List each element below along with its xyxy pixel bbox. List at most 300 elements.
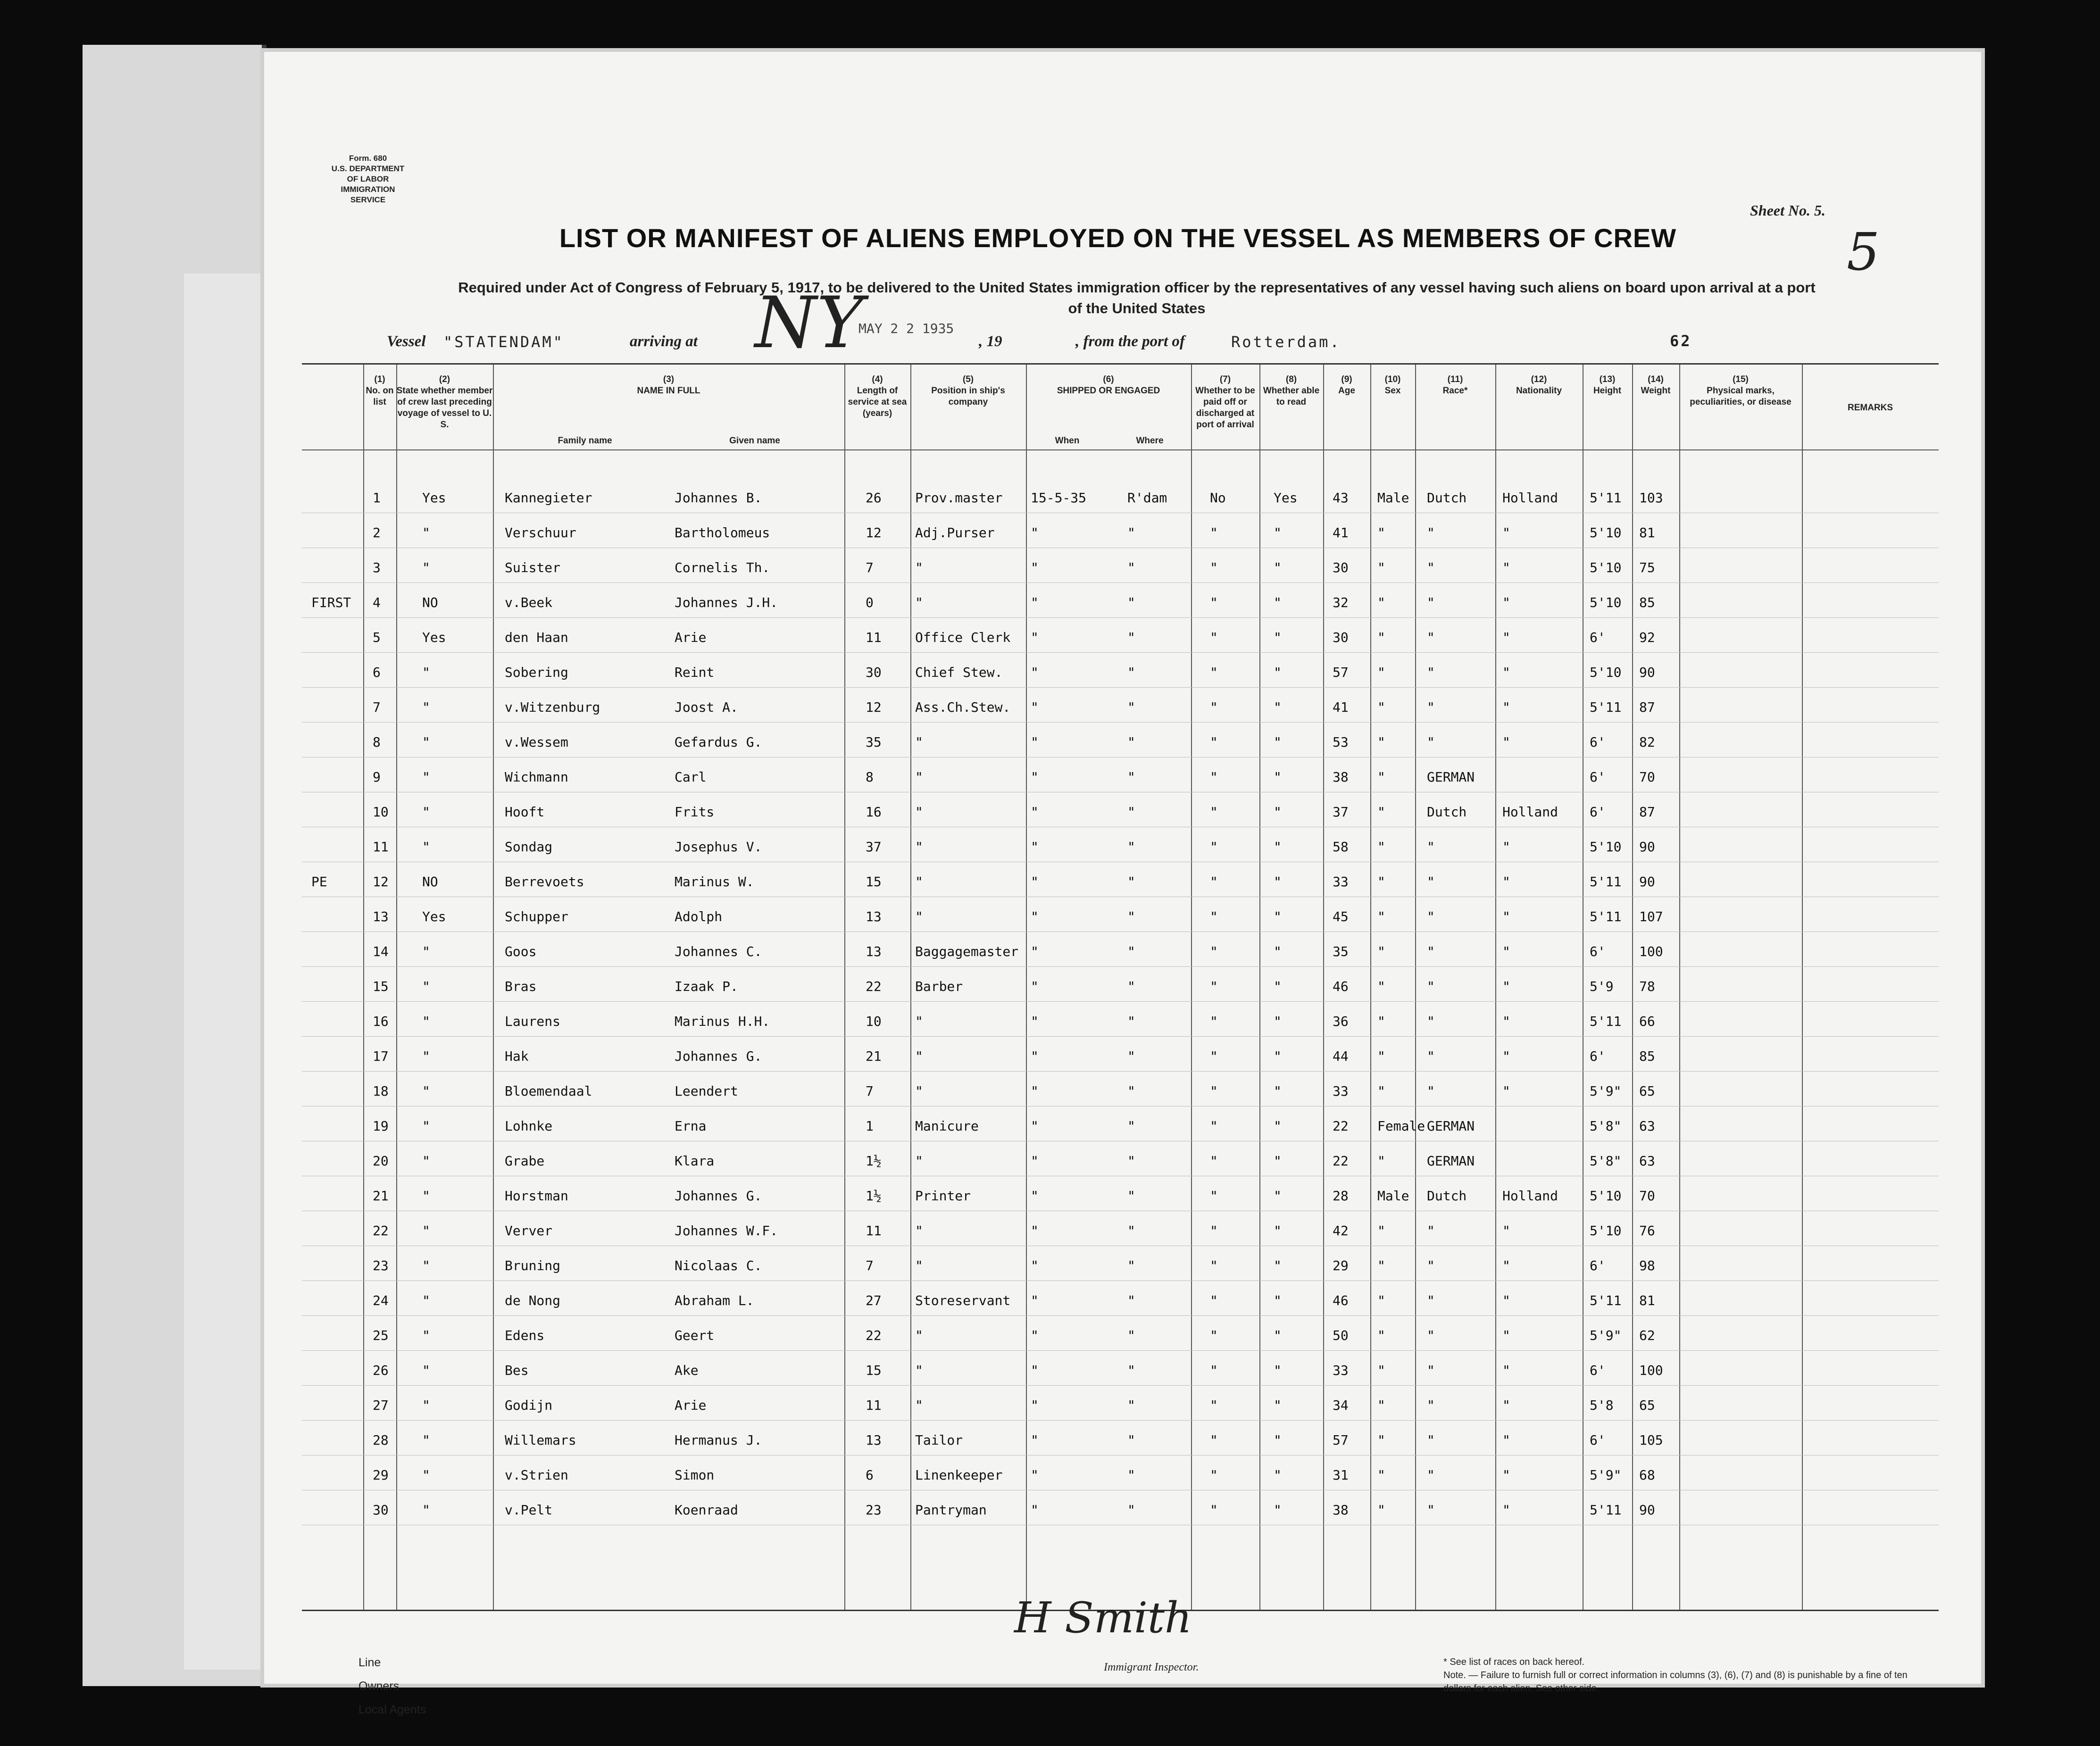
cell-where: " bbox=[1127, 1223, 1135, 1239]
cell-race: Dutch bbox=[1427, 804, 1467, 820]
cell-prev: " bbox=[422, 1397, 430, 1413]
cell-nationality: " bbox=[1502, 839, 1510, 855]
cell-height: 6' bbox=[1590, 734, 1606, 750]
cell-sex: " bbox=[1377, 874, 1385, 890]
cell-race: " bbox=[1427, 1502, 1435, 1518]
cell-read: " bbox=[1274, 1293, 1282, 1308]
cell-given: Johannes W.F. bbox=[675, 1223, 778, 1239]
cell-height: 5'10 bbox=[1590, 525, 1622, 540]
page-subtitle bbox=[358, 277, 1915, 319]
cell-family: Hak bbox=[505, 1048, 529, 1064]
cell-nationality: " bbox=[1502, 1363, 1510, 1378]
cell-position: Baggagemaster bbox=[915, 944, 1019, 959]
subtitle-line-2: of the United States bbox=[1068, 300, 1206, 316]
cell-race: Dutch bbox=[1427, 490, 1467, 506]
cell-read: " bbox=[1274, 769, 1282, 785]
cell-given: Josephus V. bbox=[675, 839, 762, 855]
cell-no: 4 bbox=[373, 595, 381, 610]
cell-when: " bbox=[1031, 1014, 1039, 1029]
cell-paid: " bbox=[1210, 1397, 1218, 1413]
cell-no: 28 bbox=[373, 1432, 389, 1448]
cell-age: 22 bbox=[1333, 1153, 1349, 1169]
cell-age: 35 bbox=[1333, 944, 1349, 959]
cell-sex: Female bbox=[1377, 1118, 1425, 1134]
cell-when: " bbox=[1031, 944, 1039, 959]
cell-age: 43 bbox=[1333, 490, 1349, 506]
col-9-header: (9) Age bbox=[1338, 374, 1355, 396]
cell-paid: " bbox=[1210, 525, 1218, 540]
cell-weight: 90 bbox=[1639, 665, 1655, 680]
cell-sex: " bbox=[1377, 595, 1385, 610]
cell-read: " bbox=[1274, 979, 1282, 994]
penalty-note: Note. — Failure to furnish full or correct information in columns (3), (6), (7) and (8) is punishable by a fine of ten dollars for each alien. See other side. bbox=[1443, 1670, 1908, 1694]
cell-years: 8 bbox=[866, 769, 874, 785]
cell-prev: " bbox=[422, 1188, 430, 1204]
sheet-number: 5. bbox=[1814, 202, 1825, 219]
cell-age: 30 bbox=[1333, 560, 1349, 575]
cell-weight: 90 bbox=[1639, 1502, 1655, 1518]
cell-where: " bbox=[1127, 1153, 1135, 1169]
cell-age: 31 bbox=[1333, 1467, 1349, 1483]
cell-paid: " bbox=[1210, 630, 1218, 645]
cell-no: 24 bbox=[373, 1293, 389, 1308]
cell-when: " bbox=[1031, 1328, 1039, 1343]
cell-weight: 63 bbox=[1639, 1153, 1655, 1169]
cell-position: Office Clerk bbox=[915, 630, 1011, 645]
cell-given: Hermanus J. bbox=[675, 1432, 762, 1448]
table-row bbox=[302, 513, 1939, 548]
cell-position: Ass.Ch.Stew. bbox=[915, 699, 1011, 715]
cell-position: Chief Stew. bbox=[915, 665, 1003, 680]
arrival-port-handwritten: NY bbox=[755, 282, 864, 364]
cell-family: Willemars bbox=[505, 1432, 576, 1448]
cell-family: Bras bbox=[505, 979, 537, 994]
cell-family: Grabe bbox=[505, 1153, 545, 1169]
cell-prev: " bbox=[422, 1363, 430, 1378]
cell-sex: " bbox=[1377, 839, 1385, 855]
cell-when: " bbox=[1031, 630, 1039, 645]
cell-nationality: Holland bbox=[1502, 804, 1558, 820]
cell-nationality: Holland bbox=[1502, 1188, 1558, 1204]
cell-age: 46 bbox=[1333, 979, 1349, 994]
cell-weight: 81 bbox=[1639, 525, 1655, 540]
cell-given: Carl bbox=[675, 769, 707, 785]
cell-where: " bbox=[1127, 1258, 1135, 1273]
cell-race: " bbox=[1427, 560, 1435, 575]
cell-position: Barber bbox=[915, 979, 963, 994]
cell-paid: " bbox=[1210, 944, 1218, 959]
cell-when: " bbox=[1031, 1467, 1039, 1483]
cell-prev: " bbox=[422, 1432, 430, 1448]
cell-years: 11 bbox=[866, 1397, 882, 1413]
cell-when: " bbox=[1031, 734, 1039, 750]
cell-years: 15 bbox=[866, 1363, 882, 1378]
cell-height: 6' bbox=[1590, 804, 1606, 820]
cell-age: 38 bbox=[1333, 769, 1349, 785]
cell-given: Johannes C. bbox=[675, 944, 762, 959]
cell-prev: " bbox=[422, 1223, 430, 1239]
cell-age: 36 bbox=[1333, 1014, 1349, 1029]
cell-paid: " bbox=[1210, 1153, 1218, 1169]
cell-where: " bbox=[1127, 1188, 1135, 1204]
cell-years: 26 bbox=[866, 490, 882, 506]
cell-years: 37 bbox=[866, 839, 882, 855]
cell-years: 1½ bbox=[866, 1188, 882, 1204]
cell-paid: " bbox=[1210, 1467, 1218, 1483]
cell-no: 14 bbox=[373, 944, 389, 959]
cell-years: 12 bbox=[866, 525, 882, 540]
cell-prev: NO bbox=[422, 595, 438, 610]
arrival-date-stamp: MAY 2 2 1935 bbox=[858, 321, 954, 336]
cell-family: de Nong bbox=[505, 1293, 561, 1308]
cell-no: 18 bbox=[373, 1083, 389, 1099]
cell-position: Storeservant bbox=[915, 1293, 1011, 1308]
cell-age: 42 bbox=[1333, 1223, 1349, 1239]
cell-sex: " bbox=[1377, 1502, 1385, 1518]
cell-read: " bbox=[1274, 1258, 1282, 1273]
cell-age: 33 bbox=[1333, 1083, 1349, 1099]
cell-no: 8 bbox=[373, 734, 381, 750]
cell-no: 10 bbox=[373, 804, 389, 820]
cell-where: " bbox=[1127, 595, 1135, 610]
cell-when: " bbox=[1031, 560, 1039, 575]
cell-age: 41 bbox=[1333, 525, 1349, 540]
cell-race: " bbox=[1427, 839, 1435, 855]
cell-prev: Yes bbox=[422, 630, 446, 645]
cell-race: GERMAN bbox=[1427, 1118, 1475, 1134]
cell-position: Manicure bbox=[915, 1118, 979, 1134]
cell-prev: " bbox=[422, 839, 430, 855]
cell-race: " bbox=[1427, 909, 1435, 924]
cell-where: " bbox=[1127, 1397, 1135, 1413]
cell-prev: " bbox=[422, 944, 430, 959]
cell-no: 6 bbox=[373, 665, 381, 680]
cell-years: 11 bbox=[866, 630, 882, 645]
cell-prev: " bbox=[422, 1258, 430, 1273]
cell-sex: " bbox=[1377, 665, 1385, 680]
service-name: IMMIGRATION SERVICE bbox=[341, 185, 395, 204]
table-row bbox=[302, 1071, 1939, 1106]
cell-mark: PE bbox=[311, 874, 327, 890]
cell-no: 3 bbox=[373, 560, 381, 575]
cell-years: 23 bbox=[866, 1502, 882, 1518]
cell-position: " bbox=[915, 839, 923, 855]
cell-read: " bbox=[1274, 1048, 1282, 1064]
cell-weight: 92 bbox=[1639, 630, 1655, 645]
cell-paid: " bbox=[1210, 1014, 1218, 1029]
cell-nationality: " bbox=[1502, 1432, 1510, 1448]
cell-position: Tailor bbox=[915, 1432, 963, 1448]
cell-no: 15 bbox=[373, 979, 389, 994]
cell-when: " bbox=[1031, 1397, 1039, 1413]
cell-years: 7 bbox=[866, 560, 874, 575]
cell-prev: Yes bbox=[422, 490, 446, 506]
cell-nationality: " bbox=[1502, 1502, 1510, 1518]
cell-race: " bbox=[1427, 665, 1435, 680]
cell-when: " bbox=[1031, 804, 1039, 820]
cell-where: " bbox=[1127, 839, 1135, 855]
cell-years: 7 bbox=[866, 1258, 874, 1273]
cell-where: " bbox=[1127, 769, 1135, 785]
table-row bbox=[302, 1141, 1939, 1176]
cell-race: " bbox=[1427, 1083, 1435, 1099]
cell-years: 22 bbox=[866, 979, 882, 994]
cell-sex: " bbox=[1377, 944, 1385, 959]
cell-family: Goos bbox=[505, 944, 537, 959]
races-note: * See list of races on back hereof. bbox=[1443, 1657, 1585, 1667]
cell-sex: " bbox=[1377, 1432, 1385, 1448]
cell-read: " bbox=[1274, 1363, 1282, 1378]
cell-height: 5'11 bbox=[1590, 1014, 1622, 1029]
cell-height: 5'11 bbox=[1590, 1502, 1622, 1518]
cell-age: 45 bbox=[1333, 909, 1349, 924]
cell-sex: " bbox=[1377, 734, 1385, 750]
cell-where: " bbox=[1127, 699, 1135, 715]
cell-sex: " bbox=[1377, 804, 1385, 820]
cell-family: Verver bbox=[505, 1223, 553, 1239]
cell-age: 29 bbox=[1333, 1258, 1349, 1273]
cell-paid: " bbox=[1210, 665, 1218, 680]
cell-prev: " bbox=[422, 665, 430, 680]
cell-nationality: Holland bbox=[1502, 490, 1558, 506]
cell-race: " bbox=[1427, 1432, 1435, 1448]
cell-given: Ake bbox=[675, 1363, 699, 1378]
col-3-header: (3) NAME IN FULL bbox=[637, 374, 700, 396]
cell-years: 12 bbox=[866, 699, 882, 715]
cell-race: " bbox=[1427, 1014, 1435, 1029]
cell-weight: 103 bbox=[1639, 490, 1663, 506]
cell-paid: " bbox=[1210, 1502, 1218, 1518]
cell-height: 6' bbox=[1590, 1432, 1606, 1448]
cell-age: 57 bbox=[1333, 1432, 1349, 1448]
cell-weight: 75 bbox=[1639, 560, 1655, 575]
col-13-header: (13) Height bbox=[1593, 374, 1622, 396]
cell-height: 5'11 bbox=[1590, 874, 1622, 890]
cell-family: Bruning bbox=[505, 1258, 561, 1273]
cell-sex: " bbox=[1377, 1328, 1385, 1343]
cell-nationality: " bbox=[1502, 1223, 1510, 1239]
cell-family: Wichmann bbox=[505, 769, 568, 785]
cell-weight: 81 bbox=[1639, 1293, 1655, 1308]
cell-nationality: " bbox=[1502, 1467, 1510, 1483]
cell-no: 26 bbox=[373, 1363, 389, 1378]
arriving-label: arriving at bbox=[630, 333, 698, 350]
cell-read: " bbox=[1274, 804, 1282, 820]
cell-nationality: " bbox=[1502, 1083, 1510, 1099]
cell-nationality: " bbox=[1502, 1293, 1510, 1308]
cell-nationality: " bbox=[1502, 1048, 1510, 1064]
cell-weight: 82 bbox=[1639, 734, 1655, 750]
cell-race: " bbox=[1427, 1293, 1435, 1308]
cell-read: " bbox=[1274, 734, 1282, 750]
cell-weight: 78 bbox=[1639, 979, 1655, 994]
remarks-header: REMARKS bbox=[1847, 403, 1893, 413]
cell-sex: " bbox=[1377, 1048, 1385, 1064]
cell-sex: " bbox=[1377, 699, 1385, 715]
table-row bbox=[302, 687, 1939, 723]
cell-given: Gefardus G. bbox=[675, 734, 762, 750]
table-row bbox=[302, 1211, 1939, 1246]
cell-weight: 100 bbox=[1639, 944, 1663, 959]
cell-age: 34 bbox=[1333, 1397, 1349, 1413]
cell-sex: " bbox=[1377, 1014, 1385, 1029]
cell-where: " bbox=[1127, 665, 1135, 680]
col-5-header: (5) Position in ship's company bbox=[931, 374, 1005, 407]
cell-given: Nicolaas C. bbox=[675, 1258, 762, 1273]
cell-position: " bbox=[915, 1223, 923, 1239]
col-11-header: (11) Race* bbox=[1442, 374, 1468, 396]
cell-where: " bbox=[1127, 1118, 1135, 1134]
cell-read: " bbox=[1274, 1188, 1282, 1204]
col-12-header: (12) Nationality bbox=[1516, 374, 1562, 396]
cell-height: 6' bbox=[1590, 944, 1606, 959]
cell-prev: " bbox=[422, 804, 430, 820]
cell-age: 46 bbox=[1333, 1293, 1349, 1308]
cell-read: " bbox=[1274, 1328, 1282, 1343]
cell-years: 13 bbox=[866, 944, 882, 959]
cell-no: 13 bbox=[373, 909, 389, 924]
cell-position: " bbox=[915, 1083, 923, 1099]
cell-given: Cornelis Th. bbox=[675, 560, 770, 575]
port-label: , from the port of bbox=[1075, 333, 1185, 350]
cell-no: 2 bbox=[373, 525, 381, 540]
cell-weight: 76 bbox=[1639, 1223, 1655, 1239]
cell-sex: " bbox=[1377, 1258, 1385, 1273]
cell-position: " bbox=[915, 560, 923, 575]
cell-prev: Yes bbox=[422, 909, 446, 924]
cell-paid: " bbox=[1210, 595, 1218, 610]
cell-age: 44 bbox=[1333, 1048, 1349, 1064]
cell-when: " bbox=[1031, 665, 1039, 680]
cell-weight: 98 bbox=[1639, 1258, 1655, 1273]
cell-paid: " bbox=[1210, 1293, 1218, 1308]
cell-height: 5'9" bbox=[1590, 1467, 1622, 1483]
cell-height: 5'9" bbox=[1590, 1083, 1622, 1099]
cell-no: 17 bbox=[373, 1048, 389, 1064]
cell-given: Bartholomeus bbox=[675, 525, 770, 540]
cell-read: " bbox=[1274, 1083, 1282, 1099]
cell-years: 15 bbox=[866, 874, 882, 890]
cell-read: " bbox=[1274, 1467, 1282, 1483]
cell-family: den Haan bbox=[505, 630, 568, 645]
cell-sex: " bbox=[1377, 525, 1385, 540]
cell-position: " bbox=[915, 1014, 923, 1029]
col-14-header: (14) Weight bbox=[1641, 374, 1671, 396]
cell-paid: " bbox=[1210, 1048, 1218, 1064]
cell-years: 22 bbox=[866, 1328, 882, 1343]
col-4-header: (4) Length of service at sea (years) bbox=[848, 374, 907, 418]
cell-weight: 62 bbox=[1639, 1328, 1655, 1343]
cell-race: " bbox=[1427, 944, 1435, 959]
cell-where: " bbox=[1127, 1048, 1135, 1064]
cell-family: Lohnke bbox=[505, 1118, 553, 1134]
cell-nationality: " bbox=[1502, 699, 1510, 715]
table-row bbox=[302, 617, 1939, 653]
cell-nationality: " bbox=[1502, 1258, 1510, 1273]
cell-no: 7 bbox=[373, 699, 381, 715]
cell-given: Reint bbox=[675, 665, 715, 680]
cell-sex: " bbox=[1377, 769, 1385, 785]
table-row bbox=[302, 1455, 1939, 1490]
cell-family: Schupper bbox=[505, 909, 568, 924]
cell-no: 25 bbox=[373, 1328, 389, 1343]
subtitle-line-1: Required under Act of Congress of February 5, 1917, to be delivered to the United States immigration officer by the representatives of any vessel having such aliens on board upon arrival at a port bbox=[458, 279, 1816, 296]
cell-paid: " bbox=[1210, 769, 1218, 785]
year-label: , 19 bbox=[979, 333, 1002, 350]
cell-when: " bbox=[1031, 839, 1039, 855]
cell-when: " bbox=[1031, 1118, 1039, 1134]
cell-paid: " bbox=[1210, 1328, 1218, 1343]
table-row bbox=[302, 931, 1939, 967]
cell-weight: 70 bbox=[1639, 769, 1655, 785]
cell-where: " bbox=[1127, 874, 1135, 890]
cell-race: " bbox=[1427, 1467, 1435, 1483]
cell-read: " bbox=[1274, 1502, 1282, 1518]
cell-prev: " bbox=[422, 734, 430, 750]
cell-paid: No bbox=[1210, 490, 1226, 506]
cell-position: " bbox=[915, 1397, 923, 1413]
cell-weight: 90 bbox=[1639, 874, 1655, 890]
cell-where: " bbox=[1127, 1363, 1135, 1378]
cell-when: " bbox=[1031, 1293, 1039, 1308]
cell-paid: " bbox=[1210, 560, 1218, 575]
cell-age: 32 bbox=[1333, 595, 1349, 610]
cell-position: " bbox=[915, 909, 923, 924]
cell-given: Koenraad bbox=[675, 1502, 738, 1518]
col-10-header: (10) Sex bbox=[1384, 374, 1401, 396]
cell-when: " bbox=[1031, 1502, 1039, 1518]
cell-read: " bbox=[1274, 525, 1282, 540]
cell-weight: 68 bbox=[1639, 1467, 1655, 1483]
cell-position: " bbox=[915, 595, 923, 610]
manifest-code: 62 bbox=[1670, 332, 1692, 350]
cell-read: " bbox=[1274, 1432, 1282, 1448]
cell-prev: " bbox=[422, 1153, 430, 1169]
table-row bbox=[302, 1001, 1939, 1037]
cell-position: Pantryman bbox=[915, 1502, 987, 1518]
cell-family: Kannegieter bbox=[505, 490, 592, 506]
cell-family: Verschuur bbox=[505, 525, 576, 540]
cell-family: v.Wessem bbox=[505, 734, 568, 750]
cell-paid: " bbox=[1210, 909, 1218, 924]
cell-years: 1 bbox=[866, 1118, 874, 1134]
cell-race: " bbox=[1427, 699, 1435, 715]
cell-height: 5'8" bbox=[1590, 1153, 1622, 1169]
crew-table bbox=[302, 363, 1939, 1611]
cell-position: " bbox=[915, 734, 923, 750]
cell-where: R'dam bbox=[1127, 490, 1167, 506]
cell-where: " bbox=[1127, 1014, 1135, 1029]
cell-height: 5'9" bbox=[1590, 1328, 1622, 1343]
page-title: LIST OR MANIFEST OF ALIENS EMPLOYED ON THE VESSEL AS MEMBERS OF CREW bbox=[559, 223, 1677, 253]
table-row bbox=[302, 1420, 1939, 1455]
cell-weight: 63 bbox=[1639, 1118, 1655, 1134]
cell-prev: " bbox=[422, 525, 430, 540]
cell-height: 5'10 bbox=[1590, 665, 1622, 680]
cell-family: Laurens bbox=[505, 1014, 561, 1029]
footer-labels bbox=[358, 1651, 426, 1721]
cell-read: " bbox=[1274, 1153, 1282, 1169]
cell-height: 5'10 bbox=[1590, 1188, 1622, 1204]
cell-age: 28 bbox=[1333, 1188, 1349, 1204]
cell-when: " bbox=[1031, 769, 1039, 785]
table-row bbox=[302, 722, 1939, 757]
cell-no: 22 bbox=[373, 1223, 389, 1239]
col-6-header: (6) SHIPPED OR ENGAGED bbox=[1057, 374, 1160, 396]
cell-prev: " bbox=[422, 1014, 430, 1029]
cell-given: Arie bbox=[675, 630, 707, 645]
cell-read: " bbox=[1274, 1223, 1282, 1239]
